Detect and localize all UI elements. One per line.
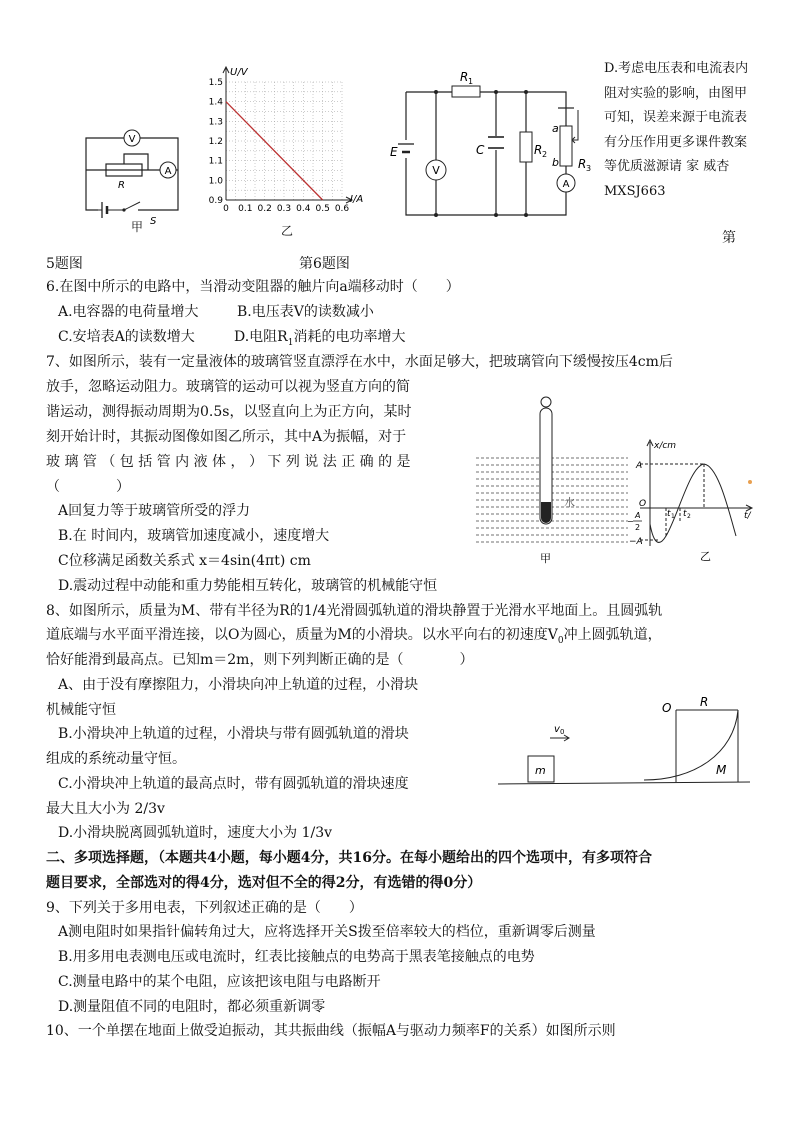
section2-line1: 二、多项选择题，（本题共4小题，每小题4分，共16分。在每小题给出的四个选项中，有多项符合 (46, 850, 652, 866)
q8-option-a1: A、由于没有摩擦阻力，小滑块向冲上轨道的过程，小滑块 (58, 677, 419, 693)
q8-option-c1: C.小滑块冲上轨道的最高点时，带有圆弧轨道的滑块速度 (58, 776, 409, 792)
q6-option-d-sub: 1 (287, 337, 294, 348)
y-axis-label: U/V (230, 67, 248, 78)
q8-fig-v0-label: v (554, 724, 560, 735)
y-tick-label: 0.9 (208, 196, 223, 206)
x-tick-label: 0.2 (257, 204, 272, 214)
q8-fig-m-label: m (535, 764, 546, 777)
q7-fig-left-caption: 甲 (540, 552, 551, 565)
q6-stem: 6.在图中所示的电路中，当滑动变阻器的触片向a端移动时（ ） (46, 279, 460, 295)
fig6-voltmeter-symbol: V (432, 164, 440, 177)
q7-graph-t1: t (667, 509, 671, 519)
q7-tube-figure (474, 392, 630, 564)
q7-option-d: D.震动过程中动能和重力势能相互转化，玻璃管的机械能守恒 (58, 578, 438, 594)
fig6-circuit (390, 70, 590, 220)
q7-line6: （ ） (46, 479, 130, 495)
fig6-a-label: a (552, 122, 559, 135)
y-tick-label: 1.0 (208, 176, 223, 187)
fig5-caption-right: 乙 (281, 224, 294, 238)
q7-graph-a-label: A (636, 461, 643, 471)
ui-graph (204, 62, 364, 220)
fig6-r2-sub: 2 (542, 150, 548, 159)
rheostat-label: R (118, 180, 125, 191)
fig6-ammeter-symbol: A (562, 179, 570, 190)
fig6-r3-sub: 3 (586, 164, 592, 173)
q8-option-c2: 最大且大小为 2/3v (46, 801, 165, 817)
q7-line5: 玻 璃 管 （ 包 括 管 内 液 体 ， ） 下 列 说 法 正 确 的 是 (46, 454, 411, 470)
q7-graph-halfa-num: A (635, 511, 641, 520)
q8-fig-bigm-label: M (716, 763, 727, 777)
q9-option-a: A测电阻时如果指针偏转角过大，应将选择开关S拨至倍率较大的档位，重新调零后测量 (58, 924, 596, 940)
q8-line1: 8、如图所示，质量为M、带有半径为R的1/4光滑圆弧轨道的滑块静置于光滑水平地面上。且圆弧轨 (46, 603, 663, 619)
q8-option-b1: B.小滑块冲上轨道的过程，小滑块与带有圆弧轨道的滑块 (58, 726, 409, 742)
x-tick-label: 0.3 (276, 204, 292, 214)
q7-graph-tlabel: t/ (744, 511, 751, 521)
x-axis-label: I/A (350, 194, 364, 205)
fig6-r1-sub: 1 (468, 77, 474, 86)
q7-graph-halfa-den: 2 (635, 523, 641, 532)
q9-option-c: C.测量电路中的某个电阻，应该把该电阻与电路断开 (58, 974, 381, 990)
q6-option-d-prefix: D.电阻R (234, 329, 288, 345)
q8-option-b2: 组成的系统动量守恒。 (46, 751, 186, 767)
section2-line2: 题目要求，全部选对的得4分，选对但不全的得2分，有选错的得0分） (46, 875, 482, 891)
voltmeter-symbol: V (128, 134, 136, 145)
q7-graph-t1-sub: 1 (671, 513, 675, 520)
side-text: D.考虑电压表和电流表内阻对实验的影响，由图甲可知，误差来源于电流表有分压作用更多课件教案等优质滋源请 家 威杏MXSJ663 (604, 61, 749, 199)
q8-line2 (46, 625, 662, 651)
q7-graph-t2: t (683, 509, 687, 519)
q7-graph-ylabel: x/cm (654, 441, 677, 451)
q10-stem: 10、一个单摆在地面上做受迫振动，其共振曲线（振幅A与驱动力频率F的关系）如图所示则 (46, 1023, 616, 1039)
q7-line4: 刻开始计时，其振动图像如图乙所示，其中A为振幅，对于 (46, 429, 407, 445)
q9-option-d: D.测量阻值不同的电阻时，都必须重新调零 (58, 999, 326, 1015)
fig6-r1-label: R (460, 70, 469, 84)
fig6-b-label: b (552, 156, 559, 169)
q7-option-c: C位移满足函数关系式 x＝4sin(4πt) cm (58, 553, 311, 569)
q9-stem: 9、下列关于多用电表，下列叙述正确的是（ ） (46, 900, 363, 916)
x-tick-label: 0 (223, 204, 229, 214)
q7-fig-right-caption: 乙 (700, 550, 711, 563)
fig6-r2-label: R (534, 143, 543, 157)
q8-option-a2: 机械能守恒 (46, 702, 116, 718)
q8-line2-prefix: 道底端与水平面平滑连接，以O为圆心，质量为M的小滑块。以水平向右的初速度V (46, 627, 558, 643)
q7-graph-t2-sub: 2 (687, 513, 691, 520)
q7-option-a: A回复力等于玻璃管所受的浮力 (58, 503, 251, 519)
y-tick-label: 1.4 (208, 97, 223, 108)
q6-option-d-suffix: 消耗的电功率增大 (293, 329, 406, 345)
x-tick-label: 0.5 (315, 204, 330, 214)
fig6-c-label: C (476, 143, 485, 157)
x-tick-label: 0.1 (238, 204, 253, 214)
q7-vibration-graph (620, 436, 760, 564)
fig5-circuit (78, 118, 190, 230)
q8-option-d: D.小滑块脱离圆弧轨道时，速度大小为 1/3v (58, 825, 333, 841)
q8-line2-suffix: 冲上圆弧轨道， (563, 627, 662, 643)
y-tick-label: 1.1 (208, 156, 223, 167)
q7-line1: 7、如图所示，装有一定量液体的玻璃管竖直漂浮在水中，水面足够大，把玻璃管向下缓慢按压4cm后 (46, 354, 673, 370)
y-tick-label: 1.5 (208, 78, 223, 88)
y-tick-label: 1.2 (208, 137, 223, 147)
x-tick-label: 0.4 (296, 204, 311, 214)
ammeter-symbol: A (164, 166, 172, 177)
q8-fig-o-label: O (662, 701, 672, 715)
q8-fig-r-label: R (700, 695, 709, 709)
q7-graph-origin: O (639, 499, 647, 509)
side-tail: 第 (722, 230, 736, 246)
fig6-r3-label: R (578, 157, 587, 171)
fig6-caption: 第6题图 (299, 256, 350, 272)
fig6-e-label: E (390, 145, 398, 159)
q8-line2-sub: 0 (557, 635, 564, 646)
fig5-caption: 5题图 (46, 256, 83, 272)
q6-option-b: B.电压表V的读数减小 (237, 304, 374, 320)
q7-line3: 谐运动，测得振动周期为0.5s，以竖直向上为正方向，某时 (46, 404, 412, 420)
q8-fig-v0-sub: 0 (560, 728, 565, 736)
q7-graph-minus-a: −A (629, 537, 643, 547)
q6-option-d (234, 327, 405, 353)
q7-line2: 放手，忽略运动阻力。玻璃管的运动可以视为竖直方向的简 (46, 379, 410, 395)
ui-data-line (226, 102, 323, 200)
q8-line3: 恰好能滑到最高点。已知m＝2m，则下列判断正确的是（ ） (46, 652, 474, 668)
x-tick-label: 0.6 (334, 204, 350, 214)
q9-option-b: B.用多用电表测电压或电流时，红表比接触点的电势高于黑表笔接触点的电势 (58, 949, 535, 965)
y-tick-label: 1.3 (208, 117, 223, 128)
q8-arc-figure (494, 694, 764, 790)
q7-option-b: B.在 时间内，玻璃管加速度减小，速度增大 (58, 528, 330, 544)
q7-liquid-label: 水 (564, 496, 575, 509)
q7-graph-minus: − (627, 517, 634, 526)
q6-option-c: C.安培表A的读数增大 (58, 329, 195, 345)
switch-label: S (150, 216, 157, 227)
q6-option-a: A.电容器的电荷量增大 (58, 304, 199, 320)
fig5-caption-left: 甲 (131, 220, 144, 234)
